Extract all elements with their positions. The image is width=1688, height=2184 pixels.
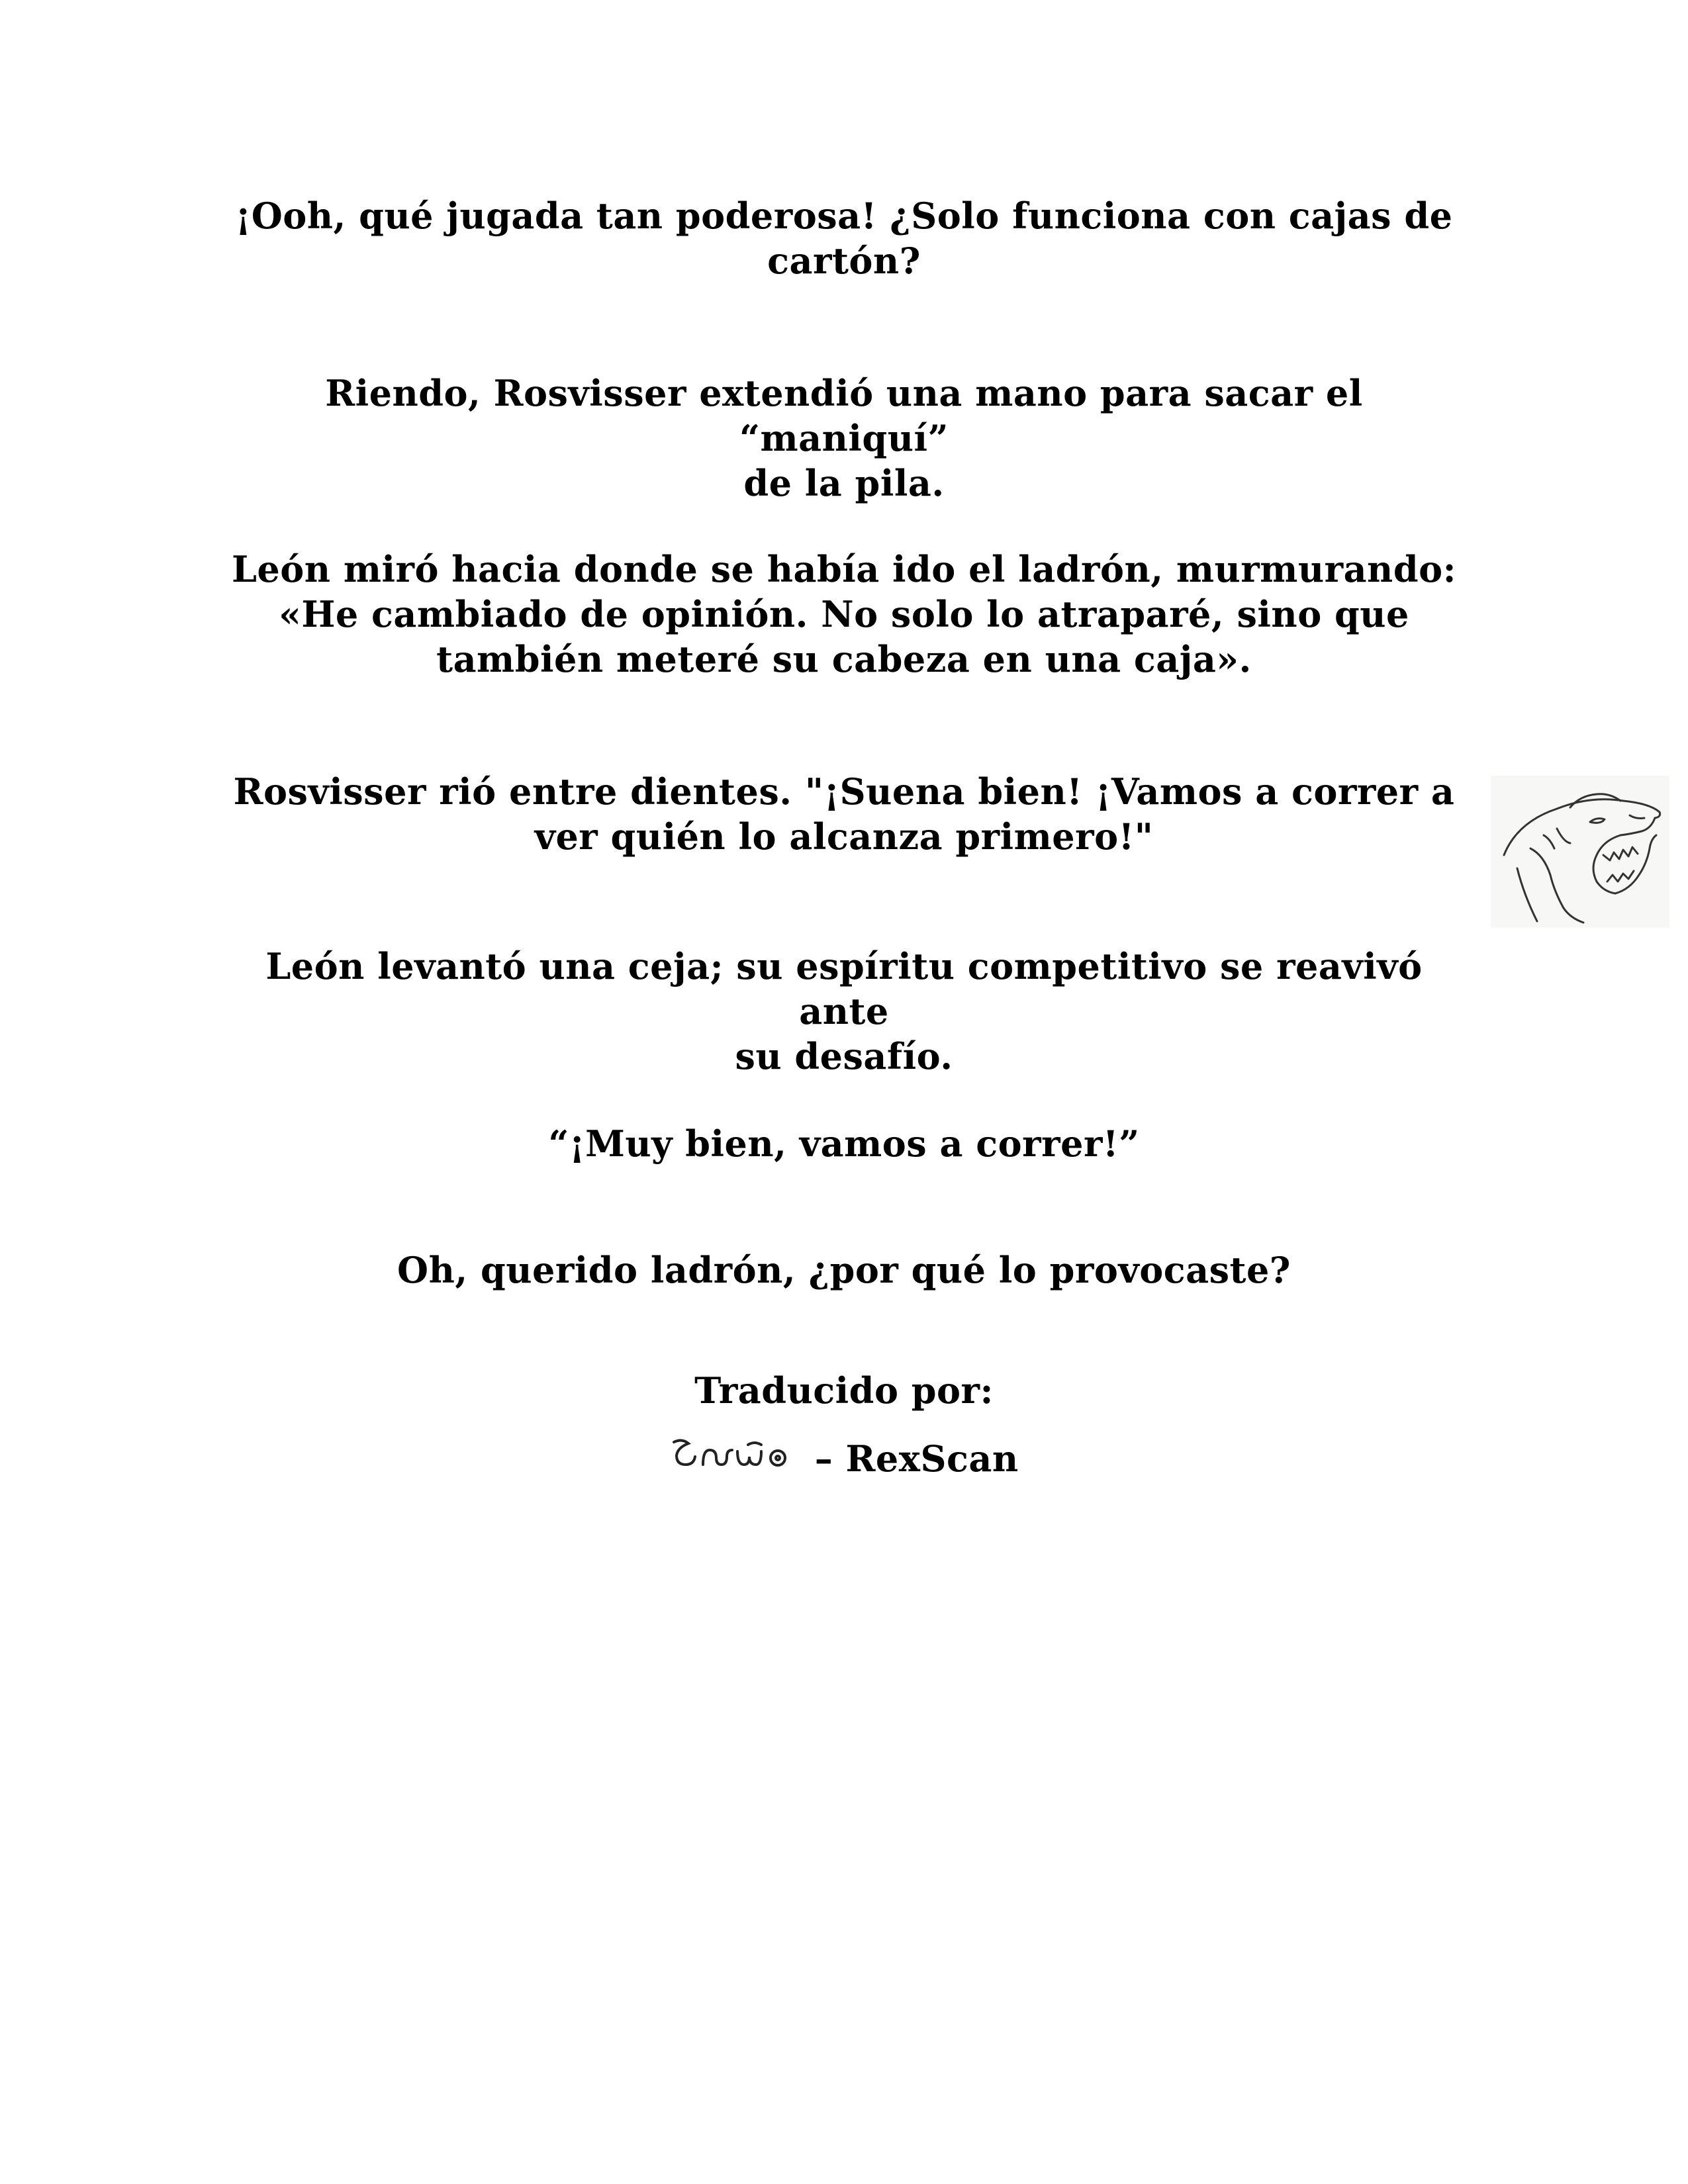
paragraph-4-line-1: Rosvisser rió entre dientes. "¡Suena bien! ¡Vamos a correr a bbox=[233, 770, 1455, 813]
paragraph-6 bbox=[218, 1121, 1470, 1166]
dinosaur-head-sketch-icon bbox=[1491, 776, 1669, 928]
paragraph-3-line-3: también meteré su cabeza en una caja». bbox=[436, 638, 1252, 680]
credits-label bbox=[218, 1368, 1470, 1413]
paragraph-6-line-1: “¡Muy bien, vamos a correr!” bbox=[548, 1122, 1140, 1165]
paragraph-1 bbox=[218, 193, 1470, 283]
paragraph-5 bbox=[218, 944, 1470, 1079]
paragraph-5-line-2: su desafío. bbox=[735, 1035, 953, 1077]
paragraph-3-line-1: León miró hacia donde se había ido el ladrón, murmurando: bbox=[231, 548, 1457, 590]
paragraph-4 bbox=[218, 769, 1470, 859]
paragraph-2 bbox=[218, 371, 1470, 506]
paragraph-7 bbox=[218, 1248, 1470, 1293]
paragraph-1-line-2: cartón? bbox=[767, 240, 921, 282]
credits-label-text: Traducido por: bbox=[694, 1369, 994, 1412]
paragraph-3 bbox=[218, 547, 1470, 682]
paragraph-1-line-1: ¡Ooh, qué jugada tan poderosa! ¿Solo funciona con cajas de bbox=[235, 195, 1453, 237]
paragraph-5-line-1: León levantó una ceja; su espíritu competitivo se reavivó ante bbox=[265, 945, 1423, 1032]
paragraph-2-line-2: de la pila. bbox=[743, 462, 945, 504]
credits-line bbox=[218, 1436, 1470, 1481]
paragraph-2-line-1: Riendo, Rosvisser extendió una mano para sacar el “maniquí” bbox=[325, 372, 1363, 459]
credits-separator: – bbox=[814, 1437, 833, 1480]
paragraph-4-line-2: ver quién lo alcanza primero!" bbox=[534, 815, 1154, 858]
paragraph-3-line-2: «He cambiado de opinión. No solo lo atraparé, sino que bbox=[279, 593, 1409, 635]
paragraph-7-line-1: Oh, querido ladrón, ¿por qué lo provocaste? bbox=[397, 1249, 1291, 1291]
credits-group: RexScan bbox=[845, 1437, 1019, 1480]
